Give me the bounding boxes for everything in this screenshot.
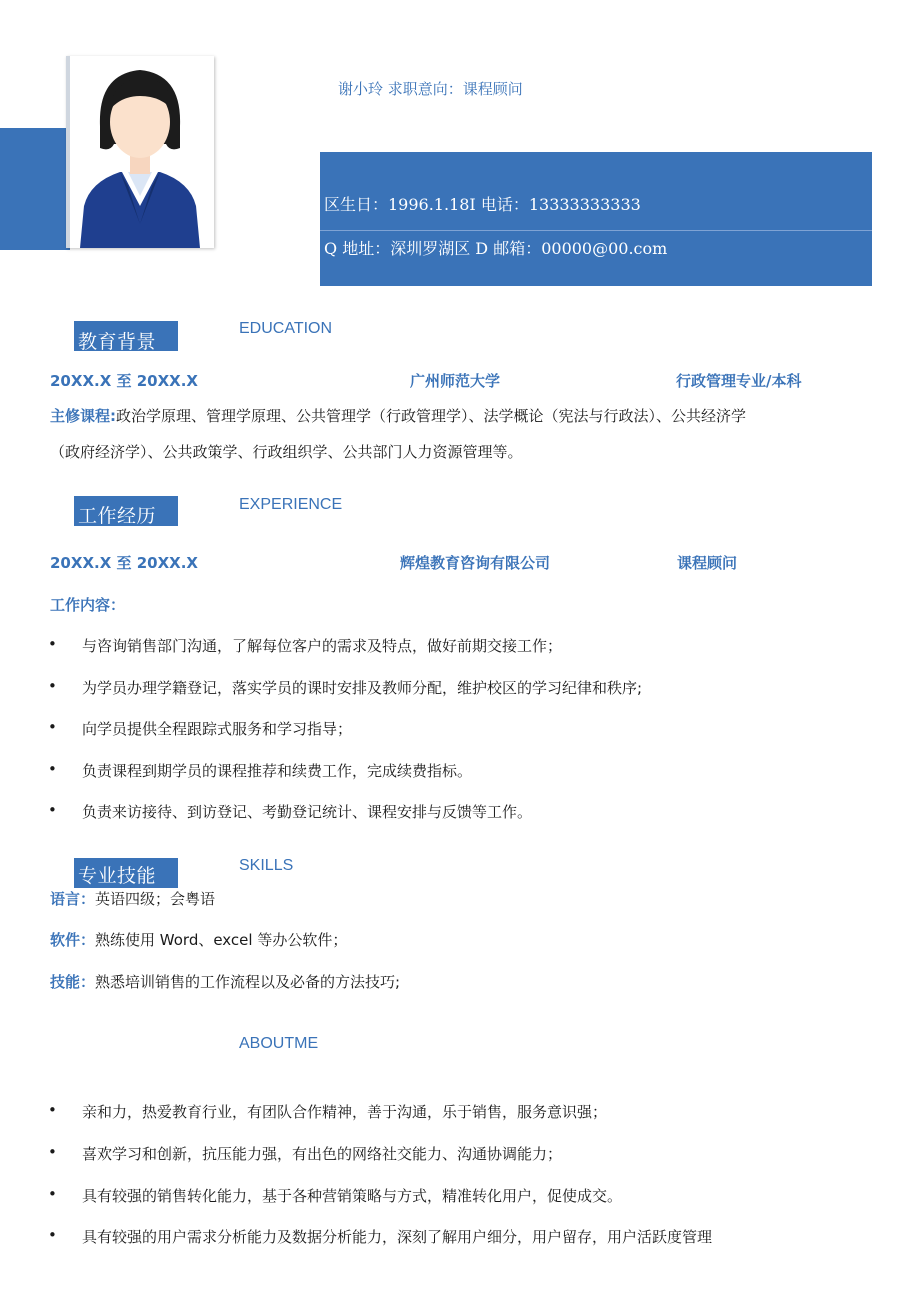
skill-technique (50, 971, 400, 992)
bullet: • (48, 760, 57, 778)
software-value: 熟练使用 Word、excel 等办公软件； (95, 931, 348, 949)
list-item: 喜欢学习和创新，抗压能力强，有出色的网络社交能力、沟通协调能力； (82, 1145, 563, 1163)
bullet: • (48, 1185, 57, 1203)
name-title: 谢小玲 求职意向：课程顾问 (338, 80, 523, 98)
language-value: 英语四级；会粤语 (95, 890, 216, 908)
about-en-title: ABOUTME (239, 1035, 319, 1052)
education-courses (50, 405, 746, 426)
skill-language (50, 888, 215, 909)
experience-company: 辉煌教育咨询有限公司 (400, 554, 551, 572)
skills-en-title: SKILLS (239, 857, 294, 874)
experience-en-title: EXPERIENCE (239, 496, 343, 513)
bullet: • (48, 677, 57, 695)
bullet: • (48, 1143, 57, 1161)
education-title: 教育背景 (78, 331, 157, 353)
bullet: • (48, 1101, 57, 1119)
education-major: 行政管理专业/本科 (676, 372, 802, 390)
info-divider (320, 230, 872, 231)
list-item: 具有较强的用户需求分析能力及数据分析能力，深刻了解用户细分，用户留存，用户活跃度管理 (82, 1228, 713, 1246)
courses-line1: 政治学原理、管理学原理、公共管理学（行政管理学）、法学概论（宪法与行政法）、公共经济学 (116, 407, 747, 425)
address-email-line: Q 地址：深圳罗湖区 D 邮箱：00000@00.com (324, 239, 668, 258)
avatar (66, 56, 214, 248)
education-en-title: EDUCATION (239, 320, 333, 337)
skills-title: 专业技能 (78, 865, 157, 887)
skill-software (50, 929, 347, 950)
experience-period: 20XX.X 至 20XX.X (50, 554, 198, 572)
technique-value: 熟悉培训销售的工作流程以及必备的方法技巧; (95, 973, 401, 991)
work-content-label: 工作内容： (50, 596, 126, 614)
language-label: 语言： (50, 890, 96, 908)
list-item: 负责来访接待、到访登记、考勤登记统计、课程安排与反馈等工作。 (82, 803, 533, 821)
list-item: 负责课程到期学员的课程推荐和续费工作，完成续费指标。 (82, 762, 473, 780)
bullet: • (48, 635, 57, 653)
bullet: • (48, 718, 57, 736)
person-avatar-icon (70, 56, 210, 248)
technique-label: 技能： (50, 973, 96, 991)
education-school: 广州师范大学 (410, 372, 501, 390)
contact-info-box (320, 152, 872, 286)
courses-label: 主修课程: (50, 407, 116, 425)
list-item: 与咨询销售部门沟通，了解每位客户的需求及特点，做好前期交接工作； (82, 637, 563, 655)
experience-role: 课程顾问 (677, 554, 738, 572)
list-item: 具有较强的销售转化能力，基于各种营销策略与方式，精准转化用户，促使成交。 (82, 1187, 623, 1205)
bullet: • (48, 801, 57, 819)
birth-phone-line: 区生日：1996.1.18I 电话：13333333333 (324, 195, 641, 214)
education-period: 20XX.X 至 20XX.X (50, 372, 198, 390)
list-item: 亲和力，热爱教育行业，有团队合作精神，善于沟通，乐于销售，服务意识强； (82, 1103, 608, 1121)
courses-line2: （政府经济学）、公共政策学、行政组织学、公共部门人力资源管理等。 (50, 443, 523, 461)
list-item: 为学员办理学籍登记，落实学员的课时安排及教师分配，维护校区的学习纪律和秩序; (82, 679, 643, 697)
software-label: 软件： (50, 931, 96, 949)
list-item: 向学员提供全程跟踪式服务和学习指导； (82, 720, 353, 738)
experience-title: 工作经历 (78, 505, 157, 527)
left-accent-bar (0, 128, 70, 250)
bullet: • (48, 1226, 57, 1244)
